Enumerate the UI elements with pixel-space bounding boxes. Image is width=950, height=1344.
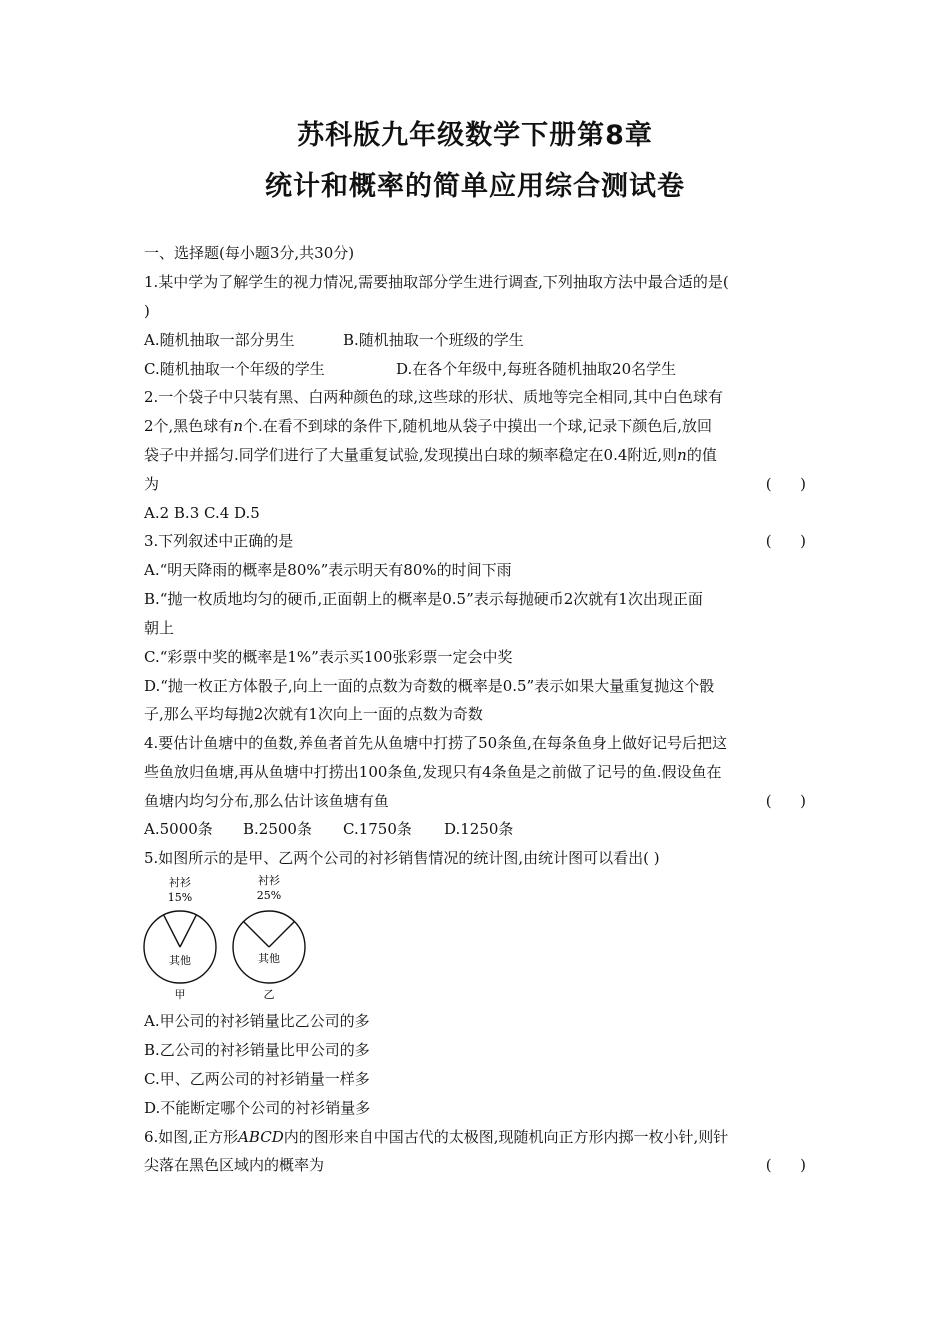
q2-line2-text-a: 2个,黑色球有: [144, 417, 234, 435]
q3-stem: 3.下列叙述中正确的是: [144, 532, 294, 550]
q3-option-b-line1: B.“抛一枚质地均匀的硬币,正面朝上的概率是0.5”表示每抛硬币2次就有1次出现正面: [144, 590, 703, 608]
pie-chart-yi: [233, 873, 305, 1001]
q5-option-d: D.不能断定哪个公司的衬衫销量多: [144, 1099, 371, 1117]
q6-line1: [144, 1127, 728, 1147]
q6-var-abcd: ABCD: [238, 1128, 284, 1146]
q4-answer-paren: ( ): [765, 792, 806, 810]
q1-option-c: C.随机抽取一个年级的学生: [144, 360, 325, 378]
pie-yi-caption: 乙: [263, 988, 275, 1001]
q2-options: A.2 B.3 C.4 D.5: [144, 504, 260, 522]
page-title-line1: 苏科版九年级数学下册第8章: [297, 120, 653, 151]
q2-var-n: n: [233, 417, 243, 435]
q3-option-a: A.“明天降雨的概率是80%”表示明天有80%的时间下雨: [144, 561, 512, 579]
q5-option-b: B.乙公司的衬衫销量比甲公司的多: [144, 1041, 370, 1059]
section-heading: 一、选择题(每小题3分,共30分): [144, 244, 355, 262]
pie-jia-slice-edge-2: [180, 915, 196, 947]
q4-option-d: D.1250条: [444, 820, 514, 838]
q5-option-c: C.甲、乙两公司的衬衫销量一样多: [144, 1070, 370, 1088]
q1-option-a: A.随机抽取一部分男生: [144, 331, 295, 349]
q3-option-d-line1: D.“抛一枚正方体骰子,向上一面的点数为奇数的概率是0.5”表示如果大量重复抛这个骰: [144, 677, 715, 695]
q1-option-b: B.随机抽取一个班级的学生: [343, 331, 524, 349]
q4-option-b: B.2500条: [243, 820, 312, 838]
q3-option-c: C.“彩票中奖的概率是1%”表示买100张彩票一定会中奖: [144, 648, 513, 666]
q5-stem: 5.如图所示的是甲、乙两个公司的衬衫销售情况的统计图,由统计图可以看出( ): [144, 849, 660, 867]
q2-line3: [144, 445, 717, 465]
q1-stem-paren: ): [144, 302, 150, 320]
q4-line2: 些鱼放归鱼塘,再从鱼塘中打捞出100条鱼,发现只有4条鱼是之前做了记号的鱼.假设鱼在: [144, 763, 722, 781]
q2-line2-text-b: 个.在看不到球的条件下,随机地从袋子中摸出一个球,记录下颜色后,放回: [242, 417, 713, 435]
pie-yi-other-label: 其他: [258, 952, 280, 965]
q4-line1: 4.要估计鱼塘中的鱼数,养鱼者首先从鱼塘中打捞了50条鱼,在每条鱼身上做好记号后把这: [144, 734, 727, 752]
q2-var-n-2: n: [677, 446, 687, 464]
q5-pie-charts: [138, 868, 318, 1004]
q4-option-c: C.1750条: [343, 820, 412, 838]
pie-yi-slice-pct: 25%: [256, 889, 282, 902]
q2-line2: [144, 416, 712, 436]
q2-answer-paren: ( ): [765, 475, 806, 493]
q1-stem: 1.某中学为了解学生的视力情况,需要抽取部分学生进行调查,下列抽取方法中最合适的是(: [144, 273, 729, 291]
q3-option-d-line2: 子,那么平均每抛2次就有1次向上一面的点数为奇数: [144, 705, 483, 723]
q2-line3-text-a: 袋子中并摇匀.同学们进行了大量重复试验,发现摸出白球的频率稳定在0.4附近,则: [144, 446, 678, 464]
pie-yi-slice-label: 衬衫: [258, 874, 280, 887]
page-title-line2: 统计和概率的简单应用综合测试卷: [265, 171, 685, 202]
pie-jia-slice-label: 衬衫: [169, 876, 191, 889]
q6-line1-text-a: 6.如图,正方形: [144, 1128, 239, 1146]
q6-answer-paren: ( ): [765, 1156, 806, 1174]
q1-option-d: D.在各个年级中,每班各随机抽取20名学生: [396, 360, 677, 378]
q6-line2: 尖落在黑色区域内的概率为: [144, 1156, 325, 1174]
q4-option-a: A.5000条: [144, 820, 213, 838]
q2-line4: 为: [144, 475, 160, 493]
q3-answer-paren: ( ): [765, 532, 806, 550]
pie-jia-caption: 甲: [174, 988, 186, 1001]
pie-yi-slice-edge-1: [244, 922, 269, 947]
q4-line3: 鱼塘内均匀分布,那么估计该鱼塘有鱼: [144, 792, 389, 810]
q2-line3-text-b: 的值: [686, 446, 717, 464]
q5-option-a: A.甲公司的衬衫销量比乙公司的多: [144, 1012, 370, 1030]
q3-option-b-line2: 朝上: [144, 619, 175, 637]
pie-jia-slice-edge-1: [164, 915, 180, 947]
pie-jia-slice-pct: 15%: [167, 891, 193, 904]
pie-jia-other-label: 其他: [169, 954, 191, 967]
q2-line1: 2.一个袋子中只装有黑、白两种颜色的球,这些球的形状、质地等完全相同,其中白色球有: [144, 388, 723, 406]
pie-yi-slice-edge-2: [269, 922, 294, 947]
q6-line1-text-b: 内的图形来自中国古代的太极图,现随机向正方形内掷一枚小针,则针: [283, 1128, 729, 1146]
pie-chart-jia: [144, 875, 216, 1001]
